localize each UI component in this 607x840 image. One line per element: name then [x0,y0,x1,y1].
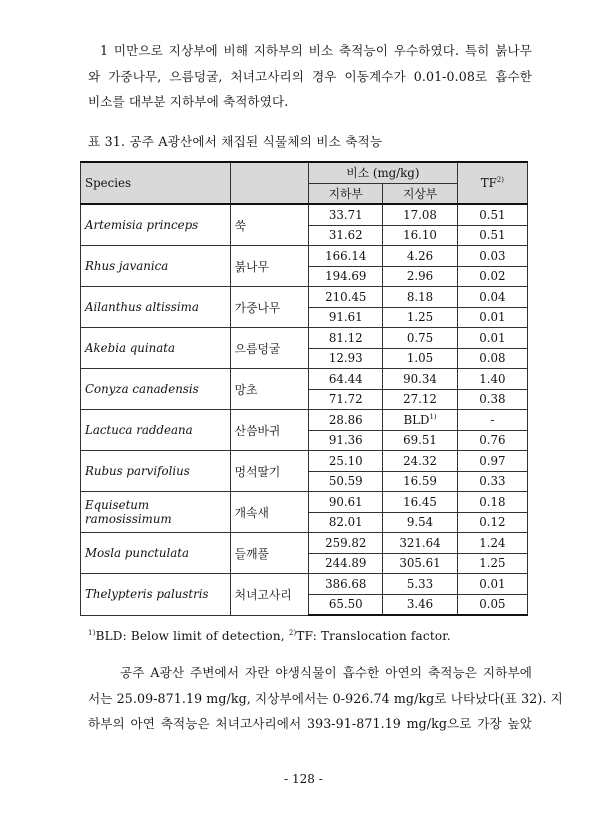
aboveground-value-cell: 9.54 [383,512,457,533]
tf-value-cell: 0.04 [457,287,527,308]
table-row [81,492,528,513]
korean-name-cell: 멍석딸기 [230,451,308,492]
underground-value-cell: 12.93 [309,348,383,369]
paragraph-line: 공주 A광산 주변에서 자란 야생식물이 흡수한 아연의 축적능은 지하부에 [120,665,532,680]
species-cell: Artemisia princeps [81,204,231,246]
underground-value-cell: 194.69 [309,266,383,287]
underground-value-cell: 210.45 [309,287,383,308]
korean-name-cell: 개속새 [230,492,308,533]
aboveground-value-cell: 17.08 [383,204,457,225]
korean-name-cell: 들깨풀 [230,533,308,574]
species-cell: Conyza canadensis [81,369,231,410]
underground-value-cell: 65.50 [309,594,383,615]
page-number: - 128 - [284,772,323,786]
tf-value-cell: 0.38 [457,389,527,410]
species-cell: Mosla punctulata [81,533,231,574]
aboveground-value-cell: 16.45 [383,492,457,513]
footnote-mark-1: 1) [88,629,96,637]
aboveground-value-cell: 5.33 [383,574,457,595]
underground-value-cell: 25.10 [309,451,383,472]
paragraph-line: 비소를 대부분 지하부에 축적하였다. [88,94,289,109]
aboveground-value-cell: 69.51 [383,430,457,451]
tf-value-cell: 0.02 [457,266,527,287]
korean-name-cell: 가중나무 [230,287,308,328]
tf-value-cell: - [457,410,527,431]
underground-value-cell: 91.36 [309,430,383,451]
tf-footnote-mark: 2) [496,176,504,185]
aboveground-value-cell: 16.59 [383,471,457,492]
aboveground-value-cell: 305.61 [383,553,457,574]
aboveground-value-cell: 321.64 [383,533,457,554]
table-body [81,204,528,615]
tf-value-cell: 1.24 [457,533,527,554]
tf-value-cell: 1.40 [457,369,527,390]
korean-name-cell: 처녀고사리 [230,574,308,616]
tf-label: TF [480,176,497,190]
tf-header [457,162,527,204]
table-row [81,328,528,349]
footnote-text-1: BLD: Below limit of detection, [95,629,289,643]
arsenic-accumulation-table [80,161,528,616]
tf-value-cell: 0.01 [457,328,527,349]
species-cell: Akebia quinata [81,328,231,369]
tf-value-cell: 0.01 [457,307,527,328]
korean-name-cell: 망초 [230,369,308,410]
aboveground-value-cell: 90.34 [383,369,457,390]
table-row [81,533,528,554]
footnote-mark-2: 2) [288,629,297,637]
aboveground-value-cell: 1.25 [383,307,457,328]
aboveground-value-cell: 0.75 [383,328,457,349]
tf-value-cell: 0.33 [457,471,527,492]
tf-value-cell: 0.05 [457,594,527,615]
species-header: Species [81,162,231,204]
underground-value-cell: 64.44 [309,369,383,390]
paragraph-1 [88,38,532,115]
species-cell: Lactuca raddeana [81,410,231,451]
underground-header: 지하부 [309,183,383,204]
underground-value-cell: 31.62 [309,225,383,246]
table-row [81,204,528,225]
underground-value-cell: 386.68 [309,574,383,595]
tf-value-cell: 0.76 [457,430,527,451]
table-row [81,574,528,595]
aboveground-value-cell: 27.12 [383,389,457,410]
species-cell: Thelypteris palustris [81,574,231,616]
aboveground-value-cell: 3.46 [383,594,457,615]
aboveground-value-cell: 24.32 [383,451,457,472]
aboveground-header: 지상부 [383,183,457,204]
aboveground-value-cell: 16.10 [383,225,457,246]
tf-value-cell: 0.03 [457,246,527,267]
aboveground-value-cell: 4.26 [383,246,457,267]
aboveground-value-cell: 8.18 [383,287,457,308]
underground-value-cell: 244.89 [309,553,383,574]
species-cell: Equisetum ramosissimum [81,492,231,533]
species-cell: Rhus javanica [81,246,231,287]
species-cell: Ailanthus altissima [81,287,231,328]
korean-name-cell: 으름덩굴 [230,328,308,369]
paragraph-line: 하부의 아연 축적능은 처녀고사리에서 393-91-871.19 mg/kg으로 가장 높았 [88,716,532,731]
paragraph-line: 서는 25.09-871.19 mg/kg, 지상부에서는 0-926.74 mg/kg로 나타났다(표 32). 지 [88,690,563,706]
table-caption: 표 31. 공주 A광산에서 채집된 식물체의 비소 축적능 [88,134,383,149]
korean-name-header [230,162,308,204]
bld-label: BLD [403,412,430,427]
underground-value-cell: 71.72 [309,389,383,410]
table-row [81,246,528,267]
aboveground-value-cell: 1.05 [383,348,457,369]
tf-value-cell: 0.01 [457,574,527,595]
korean-name-cell: 산씀바귀 [230,410,308,451]
tf-value-cell: 0.97 [457,451,527,472]
underground-value-cell: 91.61 [309,307,383,328]
footnote-text-2: TF: Translocation factor. [296,629,451,643]
table-row [81,369,528,390]
table-row [81,287,528,308]
underground-value-cell: 259.82 [309,533,383,554]
table-row [81,451,528,472]
arsenic-group-header: 비소 (mg/kg) [309,162,458,183]
underground-value-cell: 50.59 [309,471,383,492]
aboveground-value-cell: 2.96 [383,266,457,287]
tf-value-cell: 0.51 [457,225,527,246]
paragraph-line: 와 가중나무, 으름덩굴, 처녀고사리의 경우 이동계수가 0.01-0.08로 흡수한 [88,68,532,84]
underground-value-cell: 28.86 [309,410,383,431]
bld-footnote-mark: 1) [429,412,437,421]
underground-value-cell: 166.14 [309,246,383,267]
paragraph-2 [88,660,563,737]
table-footnote [88,629,451,643]
underground-value-cell: 82.01 [309,512,383,533]
korean-name-cell: 쑥 [230,204,308,246]
species-cell: Rubus parvifolius [81,451,231,492]
tf-value-cell: 0.12 [457,512,527,533]
table-row [81,410,528,431]
underground-value-cell: 81.12 [309,328,383,349]
tf-value-cell: 0.18 [457,492,527,513]
tf-value-cell: 0.51 [457,204,527,225]
underground-value-cell: 33.71 [309,204,383,225]
underground-value-cell: 90.61 [309,492,383,513]
aboveground-value-cell [383,410,457,431]
korean-name-cell: 붉나무 [230,246,308,287]
paragraph-line: 1 미만으로 지상부에 비해 지하부의 비소 축적능이 우수하였다. 특히 붉나무 [100,43,532,58]
tf-value-cell: 1.25 [457,553,527,574]
tf-value-cell: 0.08 [457,348,527,369]
